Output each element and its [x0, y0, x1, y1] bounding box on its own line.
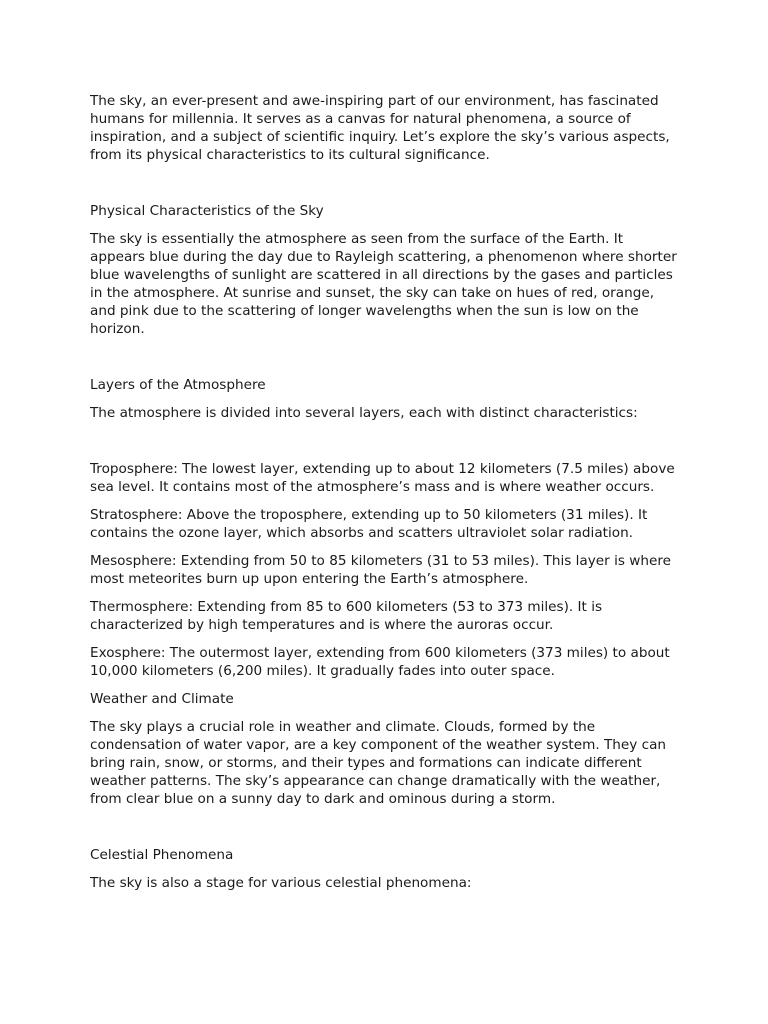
intro-paragraph: The sky, an ever-present and awe-inspiring part of our environment, has fascinated humans for millennia. It serves as a canvas for natural phenomena, a source of inspiration, and a subject of scientific inquiry. Let’s explore the sky’s various aspects, from its physical characteristics to its cultural significance. — [90, 93, 670, 163]
physical-paragraph: The sky is essentially the atmosphere as seen from the surface of the Earth. It appears blue during the day due to Rayleigh scattering, a phenomenon where shorter blue wavelengths of sunlight are scattered in all directions by the gases and particles in the atmosphere. At sunrise and sunset, the sky can take on hues of red, orange, and pink due to the scattering of longer wavelengths when the sun is low on the horizon. — [90, 231, 677, 337]
layer-thermosphere: Thermosphere: Extending from 85 to 600 kilometers (53 to 373 miles). It is characterized by high temperatures and is where the auroras occur. — [90, 599, 603, 633]
heading-physical: Physical Characteristics of the Sky — [90, 203, 324, 219]
layers-intro-paragraph: The atmosphere is divided into several layers, each with distinct characteristics: — [90, 405, 638, 421]
layer-troposphere: Troposphere: The lowest layer, extending up to about 12 kilometers (7.5 miles) above sea level. It contains most of the atmosphere’s mass and is where weather occurs. — [90, 461, 675, 495]
celestial-intro-paragraph: The sky is also a stage for various celestial phenomena: — [90, 875, 472, 891]
weather-paragraph: The sky plays a crucial role in weather and climate. Clouds, formed by the condensation of water vapor, are a key component of the weather system. They can bring rain, snow, or storms, and their types and formations can indicate different weather patterns. The sky’s appearance can change dramatically with the weather, from clear blue on a sunny day to dark and ominous during a storm. — [90, 719, 667, 807]
heading-layers: Layers of the Atmosphere — [90, 377, 266, 393]
layer-stratosphere: Stratosphere: Above the troposphere, extending up to 50 kilometers (31 miles). It contains the ozone layer, which absorbs and scatters ultraviolet solar radiation. — [90, 507, 648, 541]
document-page — [90, 92, 682, 892]
layer-mesosphere: Mesosphere: Extending from 50 to 85 kilometers (31 to 53 miles). This layer is where most meteorites burn up upon entering the Earth’s atmosphere. — [90, 553, 671, 587]
heading-weather: Weather and Climate — [90, 691, 234, 707]
heading-celestial: Celestial Phenomena — [90, 847, 234, 863]
layer-exosphere: Exosphere: The outermost layer, extending from 600 kilometers (373 miles) to about 10,000 kilometers (6,200 miles). It gradually fades into outer space. — [90, 645, 670, 679]
